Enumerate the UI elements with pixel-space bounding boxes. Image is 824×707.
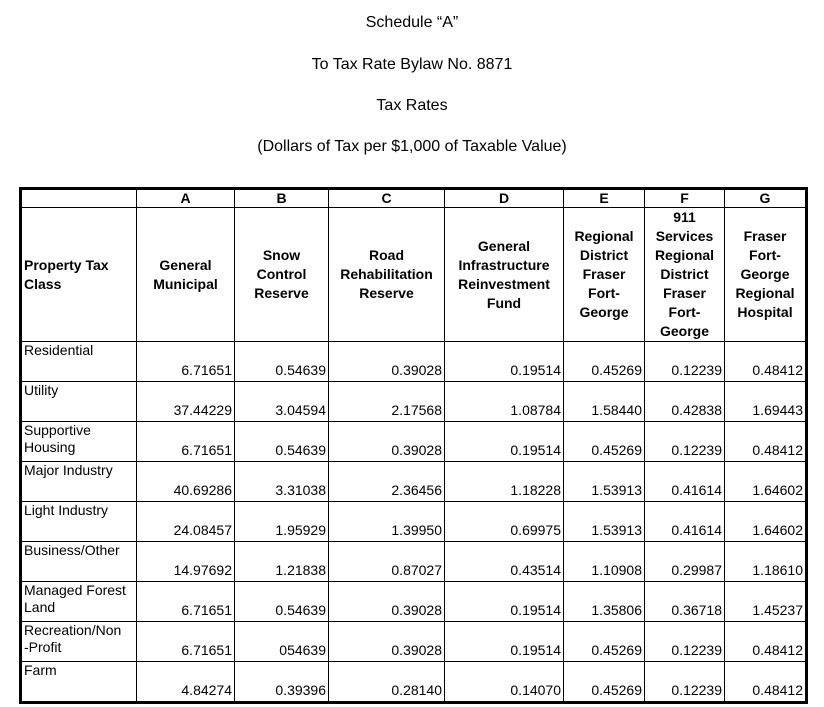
rate-cell: 0.48412 (725, 342, 807, 382)
text-line: Regional (574, 228, 634, 244)
property-class-cell (21, 542, 137, 582)
text-line: Rehabilitation (340, 266, 433, 282)
text-line: District (660, 266, 709, 282)
text-line: Infrastructure (458, 256, 550, 273)
text-line: Fraser (582, 266, 626, 282)
property-class-cell (21, 422, 137, 462)
rate-cell: 0.39028 (329, 582, 445, 622)
column-letter (21, 189, 137, 208)
column-letter: A (137, 189, 235, 208)
text-line: 911 (673, 209, 696, 225)
property-class-cell (21, 582, 137, 622)
text-line: Reinvestment (458, 275, 550, 292)
rate-cell: 3.04594 (235, 382, 329, 422)
rate-cell: 1.64602 (725, 502, 807, 542)
rate-cell: 3.31038 (235, 462, 329, 502)
text-line: George (659, 323, 709, 339)
table-row (21, 502, 807, 542)
text-line: District (579, 247, 629, 263)
column-header (137, 208, 235, 342)
rate-cell: 14.97692 (137, 542, 235, 582)
rate-cell: 0.48412 (725, 622, 807, 662)
text-line: Housing (24, 439, 76, 455)
rate-cell: 0.41614 (645, 462, 725, 502)
column-header (329, 208, 445, 342)
column-letter: E (564, 189, 645, 208)
text-line: Reserve (359, 285, 414, 301)
text-line: Managed Forest (24, 582, 126, 598)
rate-cell: 1.39950 (329, 502, 445, 542)
rate-cell: 0.41614 (645, 502, 725, 542)
column-letter: F (645, 189, 725, 208)
column-header (725, 208, 807, 342)
rate-cell: 0.12239 (645, 342, 725, 382)
text-line: Road (369, 247, 404, 263)
text-line: Property Tax (24, 256, 109, 273)
table-row (21, 582, 807, 622)
table-row (21, 342, 807, 382)
rate-cell: 0.43514 (445, 542, 564, 582)
text-line: Fraser (663, 285, 706, 301)
rate-cell: 1.08784 (445, 382, 564, 422)
text-line: Reserve (254, 285, 309, 301)
rate-cell: 0.19514 (445, 342, 564, 382)
rate-cell: 0.12239 (645, 662, 725, 703)
schedule-title: Schedule “A” (365, 14, 459, 31)
rate-cell: 0.19514 (445, 422, 564, 462)
rate-cell: 1.53913 (564, 502, 645, 542)
rate-cell: 1.45237 (725, 582, 807, 622)
column-header-row (21, 208, 807, 342)
rate-cell: 0.28140 (329, 662, 445, 703)
text-line: Light Industry (24, 502, 109, 518)
rate-cell: 0.42838 (645, 382, 725, 422)
text-line: Fort- (588, 285, 620, 301)
rate-cell: 0.12239 (645, 622, 725, 662)
bylaw-reference: To Tax Rate Bylaw No. 8871 (311, 56, 513, 73)
table-row (21, 542, 807, 582)
units-note: (Dollars of Tax per $1,000 of Taxable Value) (257, 138, 567, 155)
rate-cell: 1.53913 (564, 462, 645, 502)
column-letter: G (725, 189, 807, 208)
text-line: Services (655, 228, 714, 244)
rate-cell: 0.14070 (445, 662, 564, 703)
rate-cell: 6.71651 (137, 342, 235, 382)
text-line: Fort- (668, 304, 701, 320)
property-class-cell (21, 662, 137, 703)
rate-cell: 0.45269 (564, 422, 645, 462)
rate-cell: 054639 (235, 622, 329, 662)
text-line: Fort- (749, 247, 781, 263)
table-row (21, 622, 807, 662)
text-line: Residential (24, 342, 94, 358)
rate-cell: 37.44229 (137, 382, 235, 422)
rate-cell: 0.54639 (235, 342, 329, 382)
rate-cell: 0.48412 (725, 662, 807, 703)
rate-cell: 0.48412 (725, 422, 807, 462)
text-line: Control (256, 266, 307, 282)
text-line: Fund (486, 294, 522, 311)
rate-cell: 0.69975 (445, 502, 564, 542)
rate-cell: 40.69286 (137, 462, 235, 502)
rate-cell: 4.84274 (137, 662, 235, 703)
rate-cell: 0.54639 (235, 422, 329, 462)
property-class-cell (21, 622, 137, 662)
rate-cell: 1.21838 (235, 542, 329, 582)
column-letter-row (21, 189, 807, 208)
text-line: General (159, 256, 212, 273)
text-line: Business/Other (24, 542, 120, 558)
table-row (21, 382, 807, 422)
text-line: George (579, 304, 629, 320)
text-line: Utility (24, 382, 59, 398)
text-line: Snow (262, 247, 301, 263)
rate-cell: 6.71651 (137, 622, 235, 662)
rate-cell: 0.36718 (645, 582, 725, 622)
text-line: -Profit (24, 639, 62, 655)
tax-rates-table (19, 187, 808, 704)
rate-cell: 1.18228 (445, 462, 564, 502)
rate-cell: 2.36456 (329, 462, 445, 502)
rate-cell: 0.39028 (329, 622, 445, 662)
rate-cell: 0.87027 (329, 542, 445, 582)
rate-cell: 1.95929 (235, 502, 329, 542)
column-header (645, 208, 725, 342)
rate-cell: 1.35806 (564, 582, 645, 622)
rate-cell: 24.08457 (137, 502, 235, 542)
text-line: Regional (735, 285, 795, 301)
rate-cell: 0.45269 (564, 342, 645, 382)
rate-cell: 1.10908 (564, 542, 645, 582)
text-line: Municipal (153, 275, 218, 292)
table-row (21, 462, 807, 502)
rate-cell: 1.64602 (725, 462, 807, 502)
table-row (21, 662, 807, 703)
column-letter: D (445, 189, 564, 208)
property-class-cell (21, 382, 137, 422)
property-class-cell (21, 342, 137, 382)
text-line: Hospital (737, 304, 793, 320)
column-letter: C (329, 189, 445, 208)
rate-cell: 0.54639 (235, 582, 329, 622)
rate-cell: 6.71651 (137, 582, 235, 622)
text-line: Farm (24, 662, 57, 678)
rate-cell: 0.29987 (645, 542, 725, 582)
table-row (21, 422, 807, 462)
rate-cell: 0.45269 (564, 622, 645, 662)
property-class-cell (21, 462, 137, 502)
rate-cell: 0.39028 (329, 342, 445, 382)
text-line: Land (24, 599, 56, 615)
rate-cell: 2.17568 (329, 382, 445, 422)
column-header (235, 208, 329, 342)
property-tax-class-header (21, 208, 137, 342)
text-line: Fraser (743, 228, 787, 244)
column-header (564, 208, 645, 342)
text-line: George (740, 266, 790, 282)
rate-cell: 0.45269 (564, 662, 645, 703)
column-letter: B (235, 189, 329, 208)
rate-cell: 1.69443 (725, 382, 807, 422)
rate-cell: 1.18610 (725, 542, 807, 582)
text-line: Class (24, 275, 62, 292)
text-line: General (477, 237, 531, 254)
text-line: Supportive (24, 422, 91, 438)
property-class-cell (21, 502, 137, 542)
text-line: Major Industry (24, 462, 113, 478)
column-header (445, 208, 564, 342)
rate-cell: 0.19514 (445, 622, 564, 662)
rate-cell: 6.71651 (137, 422, 235, 462)
text-line: Regional (654, 247, 715, 263)
table-title: Tax Rates (376, 97, 448, 114)
rate-cell: 0.19514 (445, 582, 564, 622)
rate-cell: 1.58440 (564, 382, 645, 422)
text-line: Recreation/Non (24, 622, 122, 638)
rate-cell: 0.39396 (235, 662, 329, 703)
rate-cell: 0.12239 (645, 422, 725, 462)
rate-cell: 0.39028 (329, 422, 445, 462)
